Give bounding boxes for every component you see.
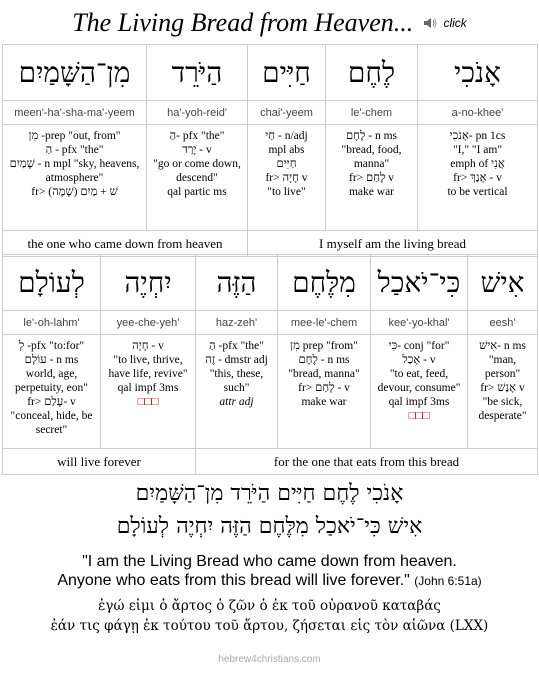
gloss-line: אָנֹכִי- pn 1cs xyxy=(449,130,506,142)
gloss-line: qal partic ms xyxy=(167,186,227,198)
gloss-line: emph of אֲנִי xyxy=(450,158,505,170)
word-gloss xyxy=(468,335,538,449)
gloss-line: "bread, food, manna" xyxy=(341,144,402,170)
phrase-translation: for the one that eats from this bread xyxy=(196,449,538,475)
gloss-line: "to live, thrive, have life, revive" xyxy=(108,354,188,380)
hebrew-word: לֶחֶם xyxy=(326,45,418,101)
gloss-line: הַ -pfx "the" xyxy=(209,340,264,352)
transliteration: kee'-yo-khal' xyxy=(371,311,468,335)
hebrew-word: יִחְיֶה xyxy=(101,255,196,311)
title-row xyxy=(0,8,539,44)
gloss-line: qal impf 3ms xyxy=(117,382,179,394)
phrase-translation: I myself am the living bread xyxy=(248,231,538,257)
gloss-line: אִישׁ- n ms xyxy=(479,340,526,352)
gloss-line: make war xyxy=(301,396,347,408)
transliteration: le'-chem xyxy=(326,101,418,125)
gloss-line: fr> חָיָה v xyxy=(265,172,308,184)
hebrew-word: לְעוֹלָם xyxy=(3,255,101,311)
word-table-row1 xyxy=(2,44,538,257)
transliteration: haz-zeh' xyxy=(196,311,278,335)
verse-greek-line1: ἐγώ εἰμι ὁ ἄρτος ὁ ζῶν ὁ ἐκ τοῦ οὐρανοῦ καταβάς xyxy=(98,598,441,614)
gloss-line: מִן -prep "out, from" xyxy=(28,130,121,142)
transliteration: yee-che-yeh' xyxy=(101,311,196,335)
gloss-line: qal impf 3ms xyxy=(388,396,450,408)
gloss-line: make war xyxy=(348,186,395,198)
hebrew-word: מִן־הַשָּׁמַיִם xyxy=(3,45,147,101)
gloss-line: עוֹלָם - n ms xyxy=(24,354,79,366)
phrase-translation: the one who came down from heaven xyxy=(3,231,248,257)
gloss-line: כִּי- conj "for" xyxy=(388,340,450,352)
word-gloss xyxy=(418,125,538,231)
gloss-line: "bread, manna" xyxy=(288,368,360,380)
gloss-line: fr> לָחַם v xyxy=(348,172,395,184)
gloss-line: "go or come down, descend" xyxy=(153,158,241,184)
gloss-line: יָרַד - v xyxy=(182,144,212,156)
speaker-icon[interactable] xyxy=(422,15,438,31)
verse-hebrew-line2: אִישׁ כִּי־יֹאכַל מִלֶּחֶם הַזֶּה יִחְיֶה לְעוֹלָם xyxy=(116,514,423,539)
transliteration: mee-le'-chem xyxy=(278,311,371,335)
page-title: The Living Bread from Heaven... xyxy=(72,8,414,37)
gloss-line: world, age, perpetuity, eon" xyxy=(15,368,88,394)
word-gloss xyxy=(248,125,326,231)
gloss-line: to be vertical xyxy=(447,186,508,198)
word-gloss xyxy=(3,125,147,231)
gloss-line: לְ -pfx "to:for" xyxy=(18,340,85,352)
gloss-line: חַיִּים xyxy=(276,158,297,170)
gloss-line: חַי - n/adj xyxy=(265,130,308,142)
gloss-line: זֶה - dmstr adj xyxy=(205,354,268,366)
hebrew-word: הַזֶּה xyxy=(196,255,278,311)
gloss-line: □□□ xyxy=(408,410,430,422)
gloss-line: fr> לָחַם - v xyxy=(298,382,350,394)
click-link[interactable]: click xyxy=(443,16,467,30)
gloss-line: לֶחֶם - n ms xyxy=(298,354,350,366)
gloss-line: אָכַל - v xyxy=(402,354,436,366)
transliteration: a-no-khee' xyxy=(418,101,538,125)
gloss-line: fr> שׁ + מַיִם (שָׁמֶה) xyxy=(31,186,118,198)
verse-english-line1: "I am the Living Bread who came down from heaven. xyxy=(82,553,457,570)
verse-reference: (John 6:51a) xyxy=(414,574,482,588)
word-gloss xyxy=(371,335,468,449)
transliteration: chai'-yeem xyxy=(248,101,326,125)
gloss-line: "be sick, desperate" xyxy=(478,396,527,422)
verse-english xyxy=(0,552,539,591)
word-gloss xyxy=(278,335,371,449)
gloss-line: הַ - pfx "the" xyxy=(45,144,104,156)
gloss-line: מִן prep "from" xyxy=(290,340,358,352)
gloss-line: fr> עָלַם- v "conceal, hide, be secret" xyxy=(10,396,93,436)
hebrew-word: כִּי־יֹאכַל xyxy=(371,255,468,311)
gloss-line: fr> אָנַךְ - v xyxy=(453,172,502,184)
word-gloss xyxy=(3,335,101,449)
gloss-line: mpl abs xyxy=(268,144,305,156)
word-table-row2 xyxy=(2,254,538,475)
verse-hebrew-line1: אָנֹכִי לֶחֶם חַיִּים הַיֹּרֵד מִן־הַשָּׁמַיִם xyxy=(135,481,404,506)
hebrew-word: חַיִּים xyxy=(248,45,326,101)
word-gloss xyxy=(326,125,418,231)
hebrew-word: אָנֹכִי xyxy=(418,45,538,101)
hebrew-word: מִלֶּחֶם xyxy=(278,255,371,311)
word-gloss xyxy=(196,335,278,449)
word-gloss xyxy=(147,125,248,231)
hebrew-word: הַיֹּרֵד xyxy=(147,45,248,101)
gloss-line: fr> אָנַשׁ v xyxy=(480,382,525,394)
transliteration: eesh' xyxy=(468,311,538,335)
phrase-translation: will live forever xyxy=(3,449,196,475)
verse-english-line2-wrap xyxy=(0,571,539,591)
transliteration: ha'-yoh-reid' xyxy=(147,101,248,125)
gloss-line: "to eat, feed, devour, consume" xyxy=(377,368,461,394)
gloss-line: "this, these, such" xyxy=(209,368,264,394)
verse-english-line2: Anyone who eats from this bread will live forever." xyxy=(57,572,410,589)
gloss-line: □□□ xyxy=(137,396,159,408)
gloss-line: "man, person" xyxy=(484,354,521,380)
site-footer[interactable]: hebrew4christians.com xyxy=(218,654,321,665)
gloss-line: הַ- pfx "the" xyxy=(169,130,225,142)
gloss-line: "I," "I am" xyxy=(452,144,503,156)
verse-greek-line2: ἐάν τις φάγῃ ἐκ τούτου τοῦ ἄρτου, ζήσεται εἰς τὸν αἰῶνα (LXX) xyxy=(50,618,489,634)
gloss-line: לֶחֶם - n ms xyxy=(346,130,397,142)
gloss-line: שָׁמַיִם - n mpl "sky, heavens, atmosphere" xyxy=(9,158,140,184)
transliteration: le'-oh-lahm' xyxy=(3,311,101,335)
transliteration: meen'-ha'-sha-ma'-yeem xyxy=(3,101,147,125)
gloss-line: "to live" xyxy=(267,186,306,198)
gloss-line: חָיָה - v xyxy=(132,340,164,352)
word-gloss xyxy=(101,335,196,449)
gloss-line: attr adj xyxy=(219,396,254,408)
hebrew-word: אִישׁ xyxy=(468,255,538,311)
